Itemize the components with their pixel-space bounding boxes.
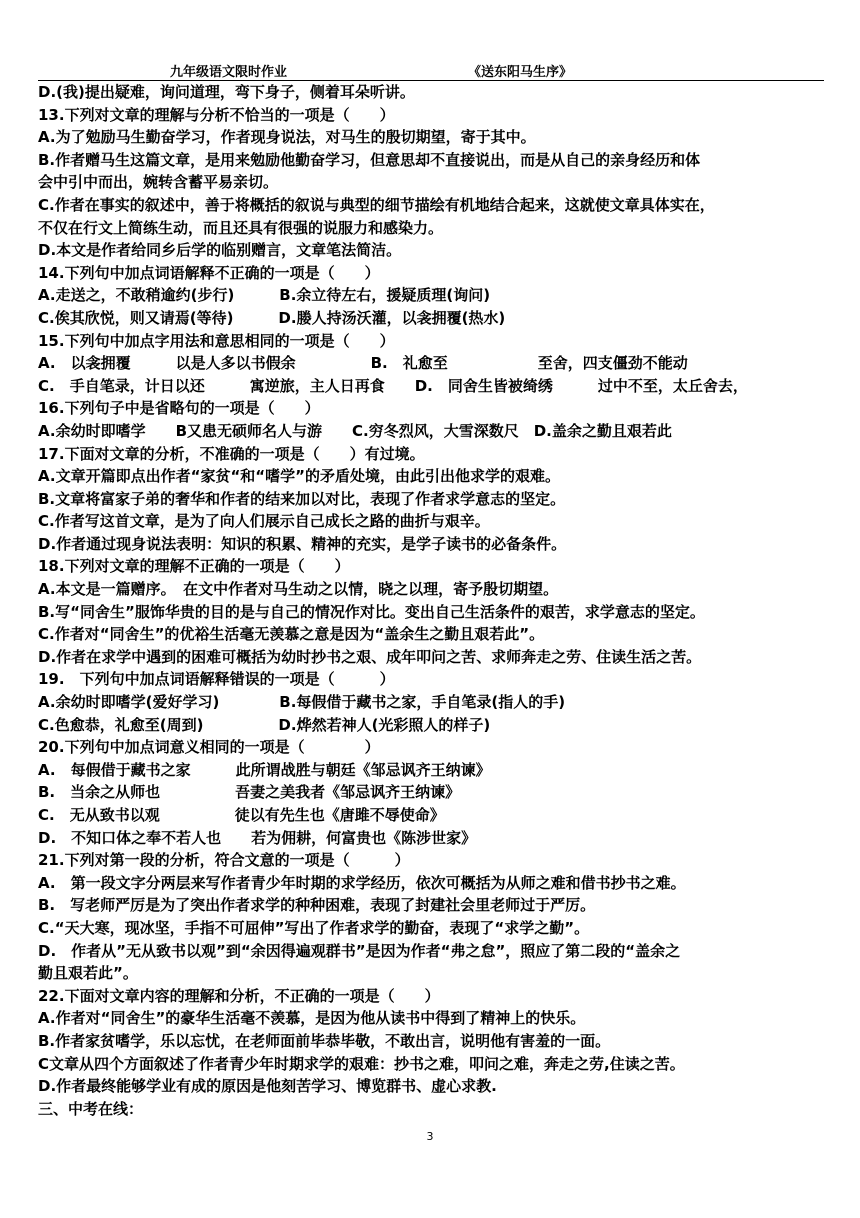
text-line: A. 第一段文字分两层来写作者青少年时期的求学经历，依次可概括为从师之难和借书抄书之难。	[38, 873, 686, 892]
text-line: 15.下列句中加点字用法和意思相同的一项是（ ）	[38, 331, 395, 350]
text-line: 20.下列句中加点词意义相同的一项是（ ）	[38, 738, 380, 757]
text-line: 16.下列句子中是省略句的一项是（ ）	[38, 399, 320, 418]
text-line: A.本文是一篇赠序。 在文中作者对马生动之以情，晓之以理，寄予殷切期望。	[38, 580, 559, 599]
text-line: A. 以衾拥覆 以是人多以书假余 B. 礼愈至 至舍，四支僵劲不能动	[38, 354, 688, 373]
text-line: B. 当余之从师也 吾妻之美我者《邹忌讽齐王纳谏》	[38, 783, 461, 802]
text-line: D.作者通过现身说法表明：知识的积累、精神的充实，是学子读书的必备条件。	[38, 534, 567, 553]
text-line: D.本文是作者给同乡后学的临别赠言，文章笔法简洁。	[38, 241, 402, 260]
text-line: 三、中考在线：	[38, 1099, 144, 1118]
text-line: B.作者家贫嗜学，乐以忘忧，在老师面前毕恭毕敬，不敢出言，说明他有害羞的一面。	[38, 1031, 611, 1050]
header-right-title: 《送东阳马生序》	[468, 65, 573, 80]
text-line: 14.下列句中加点词语解释不正确的一项是（ ）	[38, 263, 380, 282]
text-line: B.作者赠马生这篇文章，是用来勉励他勤奋学习，但意思却不直接说出，而是从自己的亲身经历和体	[38, 150, 701, 169]
text-line: D.(我)提出疑难，询问道理，弯下身子，侧着耳朵听讲。	[38, 83, 415, 101]
text-line: C.作者在事实的叙述中，善于将概括的叙说与典型的细节描绘有机地结合起来，这就使文章具体实在，	[38, 195, 715, 214]
text-line: 不仅在行文上简练生动，而且还具有很强的说服力和感染力。	[38, 218, 444, 237]
page-number: 3	[426, 1130, 434, 1143]
text-line: C.作者写这首文章，是为了向人们展示自己成长之路的曲折与艰辛。	[38, 512, 490, 531]
text-line: D. 不知口体之奉不若人也 若为佣耕，何富贵也《陈涉世家》	[38, 828, 477, 847]
text-line: C. 无从致书以观 徒以有先生也《唐雎不辱使命》	[38, 806, 445, 824]
text-line: C文章从四个方面叙述了作者青少年时期求学的艰难：抄书之难，叩问之难，奔走之劳,住读之苦。	[38, 1054, 685, 1073]
text-line: 18.下列对文章的理解不正确的一项是（ ）	[38, 557, 350, 576]
text-line: C.色愈恭，礼愈至(周到) D.烨然若神人(光彩照人的样子)	[38, 715, 491, 734]
text-line: A.为了勉励马生勤奋学习，作者现身说法，对马生的殷切期望，寄于其中。	[38, 128, 536, 147]
text-line: B.写“同舍生”服饰华贵的目的是与自己的情况作对比。变出自己生活条件的艰苦，求学意志的坚定。	[38, 602, 705, 621]
text-line: 19. 下列句中加点词语解释错误的一项是（ ）	[38, 670, 395, 689]
text-line: C.俟其欣悦，则又请焉(等待) D.媵人持汤沃灌，以衾拥覆(热水)	[38, 308, 506, 327]
text-line: A.作者对“同舍生”的豪华生活毫不羡慕，是因为他从读书中得到了精神上的快乐。	[38, 1009, 586, 1028]
text-line: A.走送之，不敢稍逾约(步行) B.余立待左右，援疑质理(询问)	[38, 286, 491, 305]
text-line: D.作者最终能够学业有成的原因是他刻苦学习、博览群书、虚心求教.	[38, 1077, 497, 1096]
text-line: 21.下列对第一段的分析，符合文意的一项是（ ）	[38, 851, 410, 870]
text-line: A.余幼时即嗜学(爱好学习) B.每假借于藏书之家，手自笔录(指人的手)	[38, 693, 566, 712]
text-line: 22.下面对文章内容的理解和分析，不正确的一项是（ ）	[38, 986, 440, 1005]
page	[38, 58, 824, 1120]
text-line: C.“天大寒，现冰坚，手指不可屈伸”写出了作者求学的勤奋，表现了“求学之勤”。	[38, 918, 590, 937]
text-line: D.作者在求学中遇到的困难可概括为幼时抄书之艰、成年叩问之苦、求师奔走之劳、住读生活之苦。	[38, 647, 702, 666]
text-line: B. 写老师严厉是为了突出作者求学的种种困难，表现了封建社会里老师过于严厉。	[38, 896, 596, 915]
text-line: A.文章开篇即点出作者“家贫“和“嗜学”的矛盾处境，由此引出他求学的艰难。	[38, 467, 561, 486]
text-line: 13.下列对文章的理解与分析不恰当的一项是（ ）	[38, 105, 395, 124]
text-line: 17.下面对文章的分析，不准确的一项是（ ）有过境。	[38, 444, 425, 463]
text-line: C. 手自笔录，计日以还 寓逆旅，主人日再食 D. 同舍生皆被绮绣 过中不至，太丘舍去，	[38, 376, 748, 395]
text-line: 勤且艰若此”。	[38, 964, 138, 983]
text-line: C.作者对“同舍生”的优裕生活毫无羡慕之意是因为“盖余生之勤且艰若此”。	[38, 625, 545, 644]
text-line: B.文章将富家子弟的奢华和作者的结来加以对比，表现了作者求学意志的坚定。	[38, 489, 566, 508]
text-line: A.余幼时即嗜学 B又患无硕师名人与游 C.穷冬烈风，大雪深数尺 D.盖余之勤且艰若此	[38, 421, 672, 440]
document-body	[38, 81, 824, 1120]
header-left-title: 九年级语文限时作业	[170, 65, 288, 80]
text-line: D. 作者从”无从致书以观”到“余因得遍观群书”是因为作者“弗之怠”，照应了第二段的“盖余之	[38, 941, 681, 960]
text-line: A. 每假借于藏书之家 此所谓战胜与朝廷《邹忌讽齐王纳谏》	[38, 760, 491, 779]
page-header	[38, 58, 824, 81]
text-line: 会中引中而出，婉转含蓄平易亲切。	[38, 173, 279, 192]
